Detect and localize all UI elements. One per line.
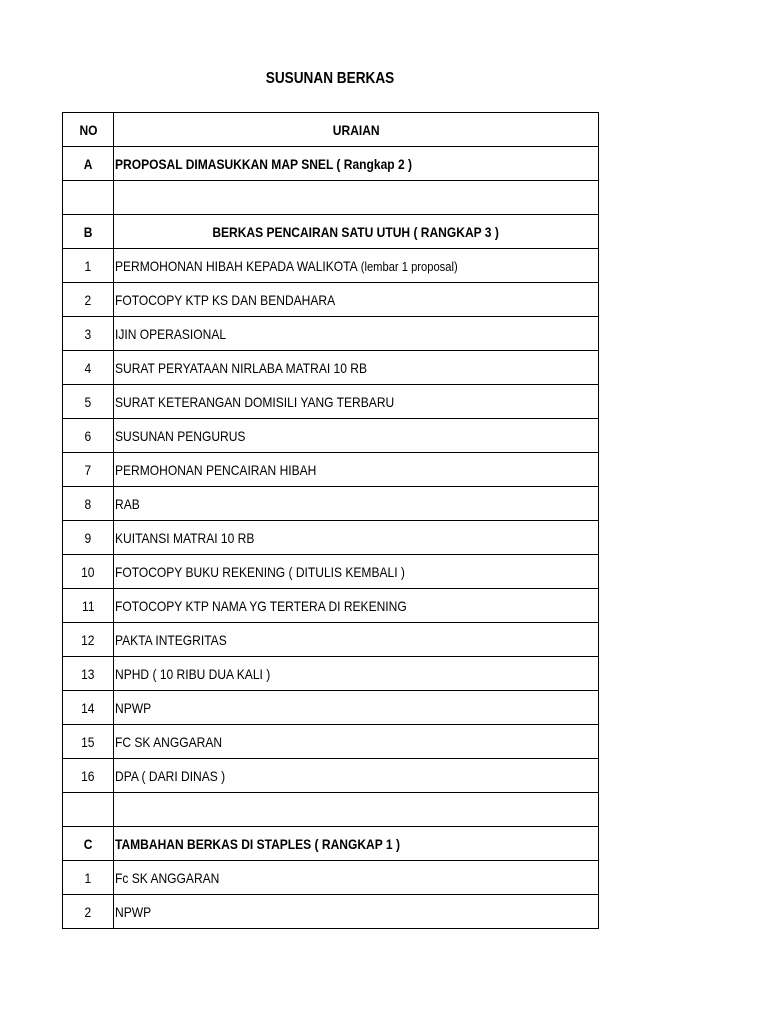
table-row xyxy=(63,385,599,419)
row-no: B xyxy=(63,215,114,249)
table-row xyxy=(63,453,599,487)
row-no: 16 xyxy=(63,759,114,793)
row-no: 6 xyxy=(63,419,114,453)
row-uraian: TAMBAHAN BERKAS DI STAPLES ( RANGKAP 1 ) xyxy=(114,827,599,861)
row-no: 2 xyxy=(63,283,114,317)
row-uraian: SURAT KETERANGAN DOMISILI YANG TERBARU xyxy=(114,385,599,419)
row-uraian: FOTOCOPY KTP KS DAN BENDAHARA xyxy=(114,283,599,317)
table-row xyxy=(63,623,599,657)
row-uraian xyxy=(114,181,599,215)
row-no: 2 xyxy=(63,895,114,929)
row-uraian: NPHD ( 10 RIBU DUA KALI ) xyxy=(114,657,599,691)
row-no: 1 xyxy=(63,249,114,283)
table-row xyxy=(63,555,599,589)
empty-row xyxy=(63,793,599,827)
table-row xyxy=(63,249,599,283)
row-no: 8 xyxy=(63,487,114,521)
row-uraian: NPWP xyxy=(114,895,599,929)
row-uraian: DPA ( DARI DINAS ) xyxy=(114,759,599,793)
row-uraian: RAB xyxy=(114,487,599,521)
table-row xyxy=(63,861,599,895)
row-uraian: PERMOHONAN HIBAH KEPADA WALIKOTA (lembar 1 proposal) xyxy=(114,249,599,283)
section-row-c xyxy=(63,827,599,861)
row-no: 14 xyxy=(63,691,114,725)
table-row xyxy=(63,521,599,555)
row-uraian: BERKAS PENCAIRAN SATU UTUH ( RANGKAP 3 ) xyxy=(114,215,599,249)
row-no: 5 xyxy=(63,385,114,419)
table-row xyxy=(63,283,599,317)
table-row xyxy=(63,487,599,521)
document-title-text: SUSUNAN BERKAS xyxy=(265,70,395,87)
row-uraian: FC SK ANGGARAN xyxy=(114,725,599,759)
row-no: C xyxy=(63,827,114,861)
table-row xyxy=(63,895,599,929)
table-row xyxy=(63,759,599,793)
row-no: 4 xyxy=(63,351,114,385)
row-no xyxy=(63,181,114,215)
row-no: 13 xyxy=(63,657,114,691)
row-uraian: Fc SK ANGGARAN xyxy=(114,861,599,895)
header-no: NO xyxy=(63,113,114,147)
row-no: 7 xyxy=(63,453,114,487)
row-note: (lembar 1 proposal) xyxy=(357,258,458,274)
section-row-a xyxy=(63,147,599,181)
row-uraian: IJIN OPERASIONAL xyxy=(114,317,599,351)
header-uraian: URAIAN xyxy=(114,113,599,147)
document-title xyxy=(50,70,611,88)
table-row xyxy=(63,419,599,453)
section-row-b xyxy=(63,215,599,249)
table-row xyxy=(63,317,599,351)
row-uraian: KUITANSI MATRAI 10 RB xyxy=(114,521,599,555)
row-no: 1 xyxy=(63,861,114,895)
row-uraian: PAKTA INTEGRITAS xyxy=(114,623,599,657)
row-uraian xyxy=(114,793,599,827)
row-no: 12 xyxy=(63,623,114,657)
row-no: 10 xyxy=(63,555,114,589)
row-uraian: FOTOCOPY KTP NAMA YG TERTERA DI REKENING xyxy=(114,589,599,623)
row-no: 11 xyxy=(63,589,114,623)
empty-row xyxy=(63,181,599,215)
table-header-row xyxy=(63,113,599,147)
row-no: 15 xyxy=(63,725,114,759)
row-uraian: PERMOHONAN PENCAIRAN HIBAH xyxy=(114,453,599,487)
row-uraian: SURAT PERYATAAN NIRLABA MATRAI 10 RB xyxy=(114,351,599,385)
berkas-table xyxy=(62,112,599,929)
row-no: 3 xyxy=(63,317,114,351)
row-uraian: FOTOCOPY BUKU REKENING ( DITULIS KEMBALI ) xyxy=(114,555,599,589)
table-row xyxy=(63,589,599,623)
row-uraian: SUSUNAN PENGURUS xyxy=(114,419,599,453)
table-row xyxy=(63,691,599,725)
table-row xyxy=(63,657,599,691)
row-no: 9 xyxy=(63,521,114,555)
table-row xyxy=(63,351,599,385)
row-uraian: NPWP xyxy=(114,691,599,725)
row-no: A xyxy=(63,147,114,181)
row-uraian: PROPOSAL DIMASUKKAN MAP SNEL ( Rangkap 2 ) xyxy=(114,147,599,181)
table-row xyxy=(63,725,599,759)
row-no xyxy=(63,793,114,827)
